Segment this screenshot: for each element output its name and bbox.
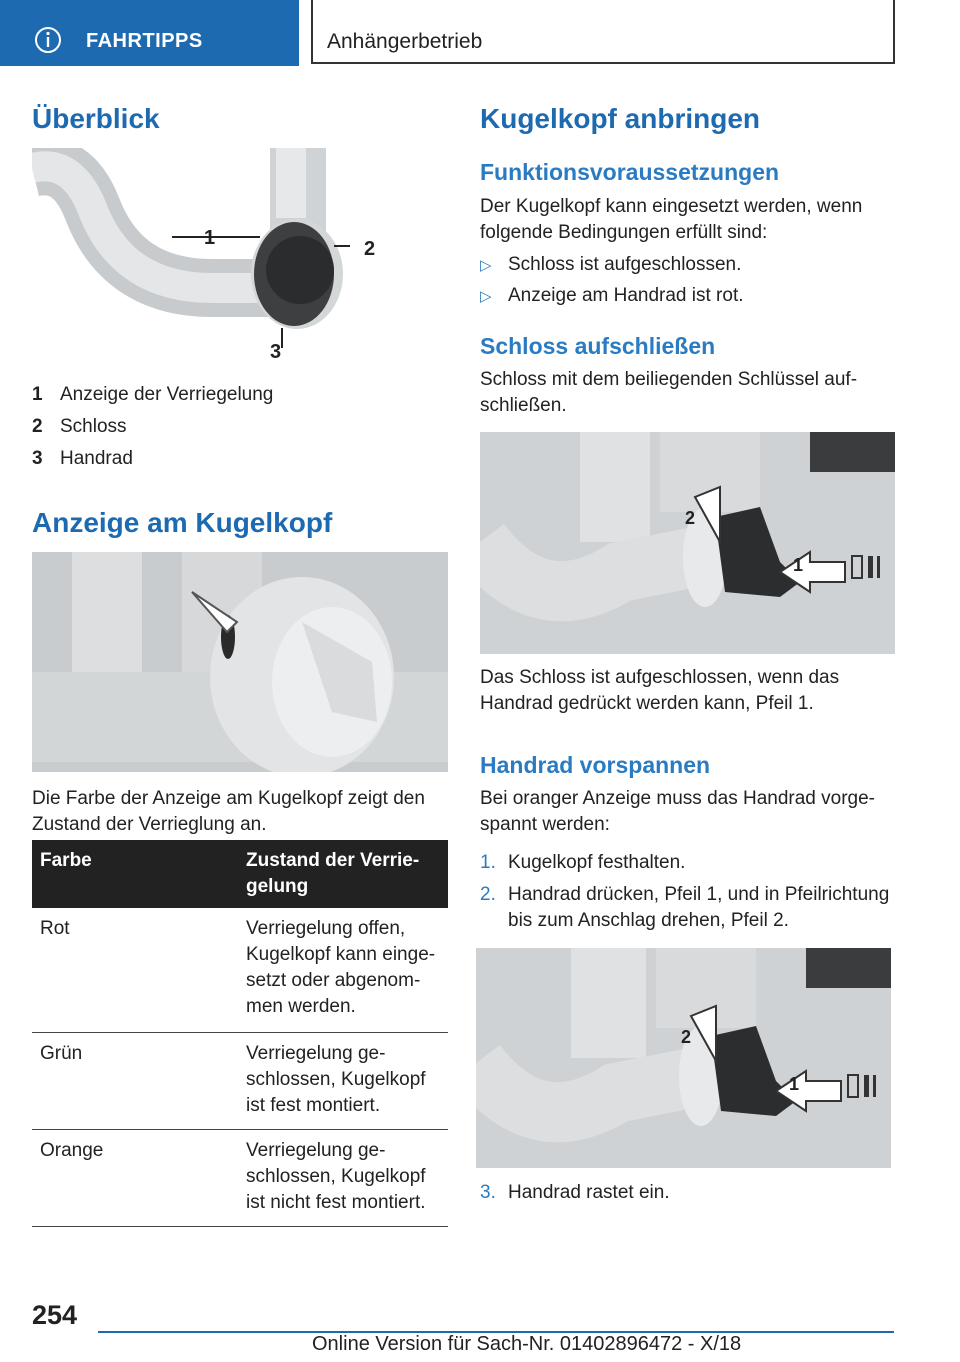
table-header: Farbe: [32, 840, 238, 908]
chapter-tab-label: Anhängerbetrieb: [327, 30, 483, 53]
table-cell: Grün: [32, 1033, 238, 1130]
table-cell: Verriegelung ge-schlossen, Kugelkopf ist fest montiert.: [238, 1033, 448, 1130]
pretension-figure: [476, 948, 891, 1168]
callout-3: 3: [270, 341, 282, 363]
table-cell: Verriegelung offen, Kugelkopf kann einge-setzt oder abgenom-men werden.: [238, 908, 448, 1033]
unlock-figure: [480, 432, 895, 654]
unlock-caption: Das Schloss ist aufgeschlossen, wenn das Handrad gedrückt werden kann, Pfeil 1.: [480, 667, 840, 714]
attach-heading: Kugelkopf anbringen: [480, 103, 760, 134]
prereq-heading: Funktionsvoraussetzungen: [480, 159, 780, 185]
overview-figure: [32, 148, 448, 363]
chapter-tab[interactable]: [311, 0, 895, 64]
indicator-figure: [32, 552, 448, 772]
overview-heading: Überblick: [32, 103, 160, 134]
section-tab[interactable]: [0, 0, 299, 66]
prereq-text: Der Kugelkopf kann eingesetzt werden, wenn folgende Bedingungen erfüllt sind:: [480, 196, 863, 243]
table-row: [32, 1130, 448, 1227]
pretension-heading: Handrad vorspannen: [480, 752, 711, 778]
table-row: [32, 908, 448, 1033]
callout-2: 2: [364, 238, 376, 260]
section-tab-label: FAHRTIPPS: [86, 30, 203, 52]
footer-version: Online Version für Sach-Nr. 01402896472 - X/18: [312, 1333, 742, 1355]
indicator-text: Die Farbe der Anzeige am Kugelkopf zeigt den Zustand der Verrieglung an.: [32, 788, 425, 835]
info-icon: [34, 26, 62, 54]
callout-1: 1: [204, 227, 216, 249]
page-number: 254: [32, 1300, 78, 1330]
indicator-heading: Anzeige am Kugelkopf: [32, 507, 333, 538]
table-row: [32, 1033, 448, 1130]
callout-2: 2: [681, 1027, 692, 1047]
callout-2: 2: [685, 508, 696, 528]
table-header: Zustand der Verrie- gelung: [238, 840, 448, 908]
table-cell: Orange: [32, 1130, 238, 1227]
callout-1: 1: [793, 555, 804, 575]
table-cell: Rot: [32, 908, 238, 1033]
callout-1: 1: [789, 1074, 800, 1094]
triangle-bullet-icon: ▷: [480, 257, 492, 274]
unlock-text: Schloss mit dem beiliegenden Schlüssel auf-schließen.: [480, 369, 858, 416]
pretension-text: Bei oranger Anzeige muss das Handrad vorge-spannt werden:: [480, 788, 876, 835]
triangle-bullet-icon: ▷: [480, 288, 492, 305]
indicator-table: [32, 840, 448, 1227]
unlock-heading: Schloss aufschließen: [480, 333, 716, 359]
table-cell: Verriegelung ge-schlossen, Kugelkopf ist nicht fest montiert.: [238, 1130, 448, 1227]
